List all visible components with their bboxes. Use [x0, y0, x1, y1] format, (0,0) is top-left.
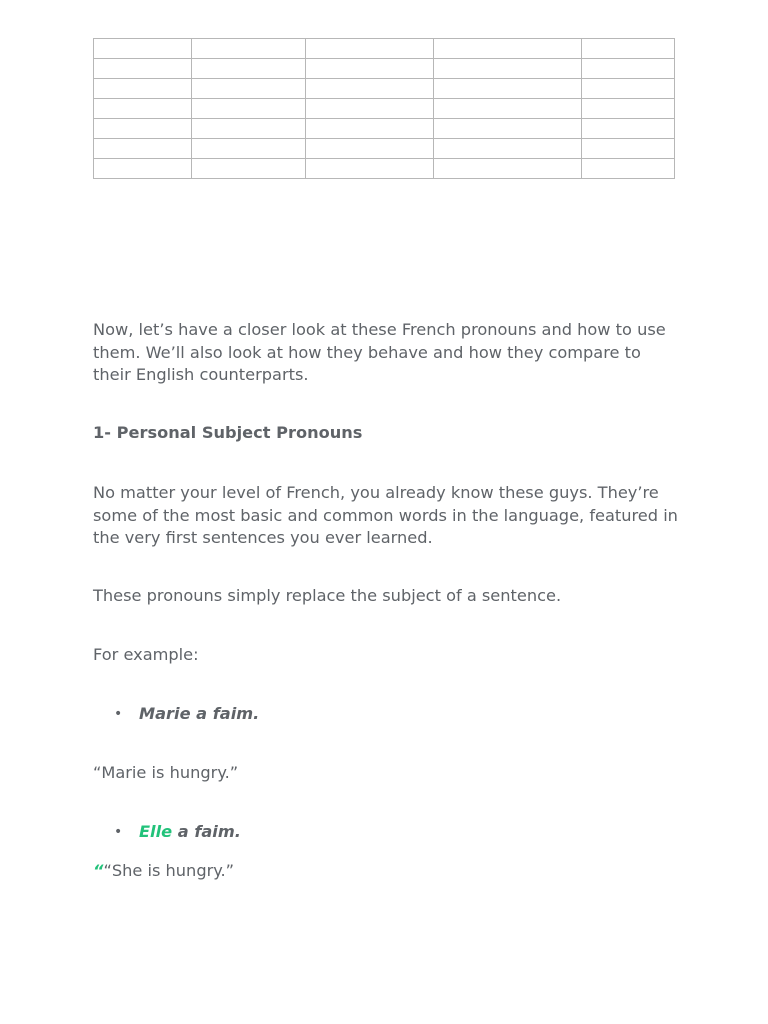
example-bullet-2 [93, 821, 678, 844]
empty-table [93, 38, 675, 179]
table-cell [192, 139, 306, 159]
table-cell [192, 79, 306, 99]
empty-table-body [94, 39, 675, 179]
table-cell [582, 159, 675, 179]
table-cell [582, 139, 675, 159]
table-cell [306, 59, 434, 79]
example-french-2 [139, 821, 241, 844]
table-cell [192, 159, 306, 179]
table-cell [306, 99, 434, 119]
table-cell [582, 59, 675, 79]
table-cell [434, 159, 582, 179]
table-cell [434, 119, 582, 139]
table-cell [192, 59, 306, 79]
table-row [94, 39, 675, 59]
example-translation-1: “Marie is hungry.” [93, 763, 239, 782]
table-cell [94, 99, 192, 119]
table-cell [434, 99, 582, 119]
table-cell [94, 139, 192, 159]
body-paragraph-2: These pronouns simply replace the subject of a sentence. [93, 586, 562, 605]
table-cell [306, 159, 434, 179]
table-cell [192, 39, 306, 59]
table-cell [582, 39, 675, 59]
intro-paragraph: Now, let’s have a closer look at these French pronouns and how to use them. We’ll also look at how they behave and how they compare to their English counterparts. [93, 320, 666, 384]
table-cell [434, 139, 582, 159]
green-quote-mark: “ [93, 861, 104, 880]
example-translation-2 [93, 860, 678, 883]
table-cell [306, 139, 434, 159]
table-row [94, 159, 675, 179]
table-cell [582, 99, 675, 119]
table-cell [306, 79, 434, 99]
table-cell [582, 79, 675, 99]
example-translation-2-text: “She is hungry.” [103, 861, 235, 880]
table-row [94, 99, 675, 119]
table-cell [192, 119, 306, 139]
table-cell [434, 79, 582, 99]
table-cell [94, 119, 192, 139]
table-cell [582, 119, 675, 139]
bullet-dot: • [114, 706, 123, 722]
table-cell [94, 159, 192, 179]
table-row [94, 79, 675, 99]
body-paragraph-3: For example: [93, 645, 199, 664]
bullet-dot: • [114, 824, 123, 840]
example-french-1: Marie a faim. [139, 704, 260, 723]
example-bullet-1 [93, 703, 678, 726]
table-row [94, 139, 675, 159]
table-cell [306, 39, 434, 59]
section-heading: 1- Personal Subject Pronouns [93, 423, 363, 442]
example-french-2-rest: a faim. [172, 822, 241, 841]
table-cell [192, 99, 306, 119]
table-cell [434, 39, 582, 59]
table-cell [94, 79, 192, 99]
table-cell [306, 119, 434, 139]
highlighted-pronoun: Elle [139, 822, 173, 841]
table-cell [94, 39, 192, 59]
body-paragraph-1: No matter your level of French, you already know these guys. They’re some of the most basic and common words in the language, featured in the very first sentences you ever learned. [93, 483, 678, 547]
table-cell [94, 59, 192, 79]
table-row [94, 59, 675, 79]
table-row [94, 119, 675, 139]
table-cell [434, 59, 582, 79]
